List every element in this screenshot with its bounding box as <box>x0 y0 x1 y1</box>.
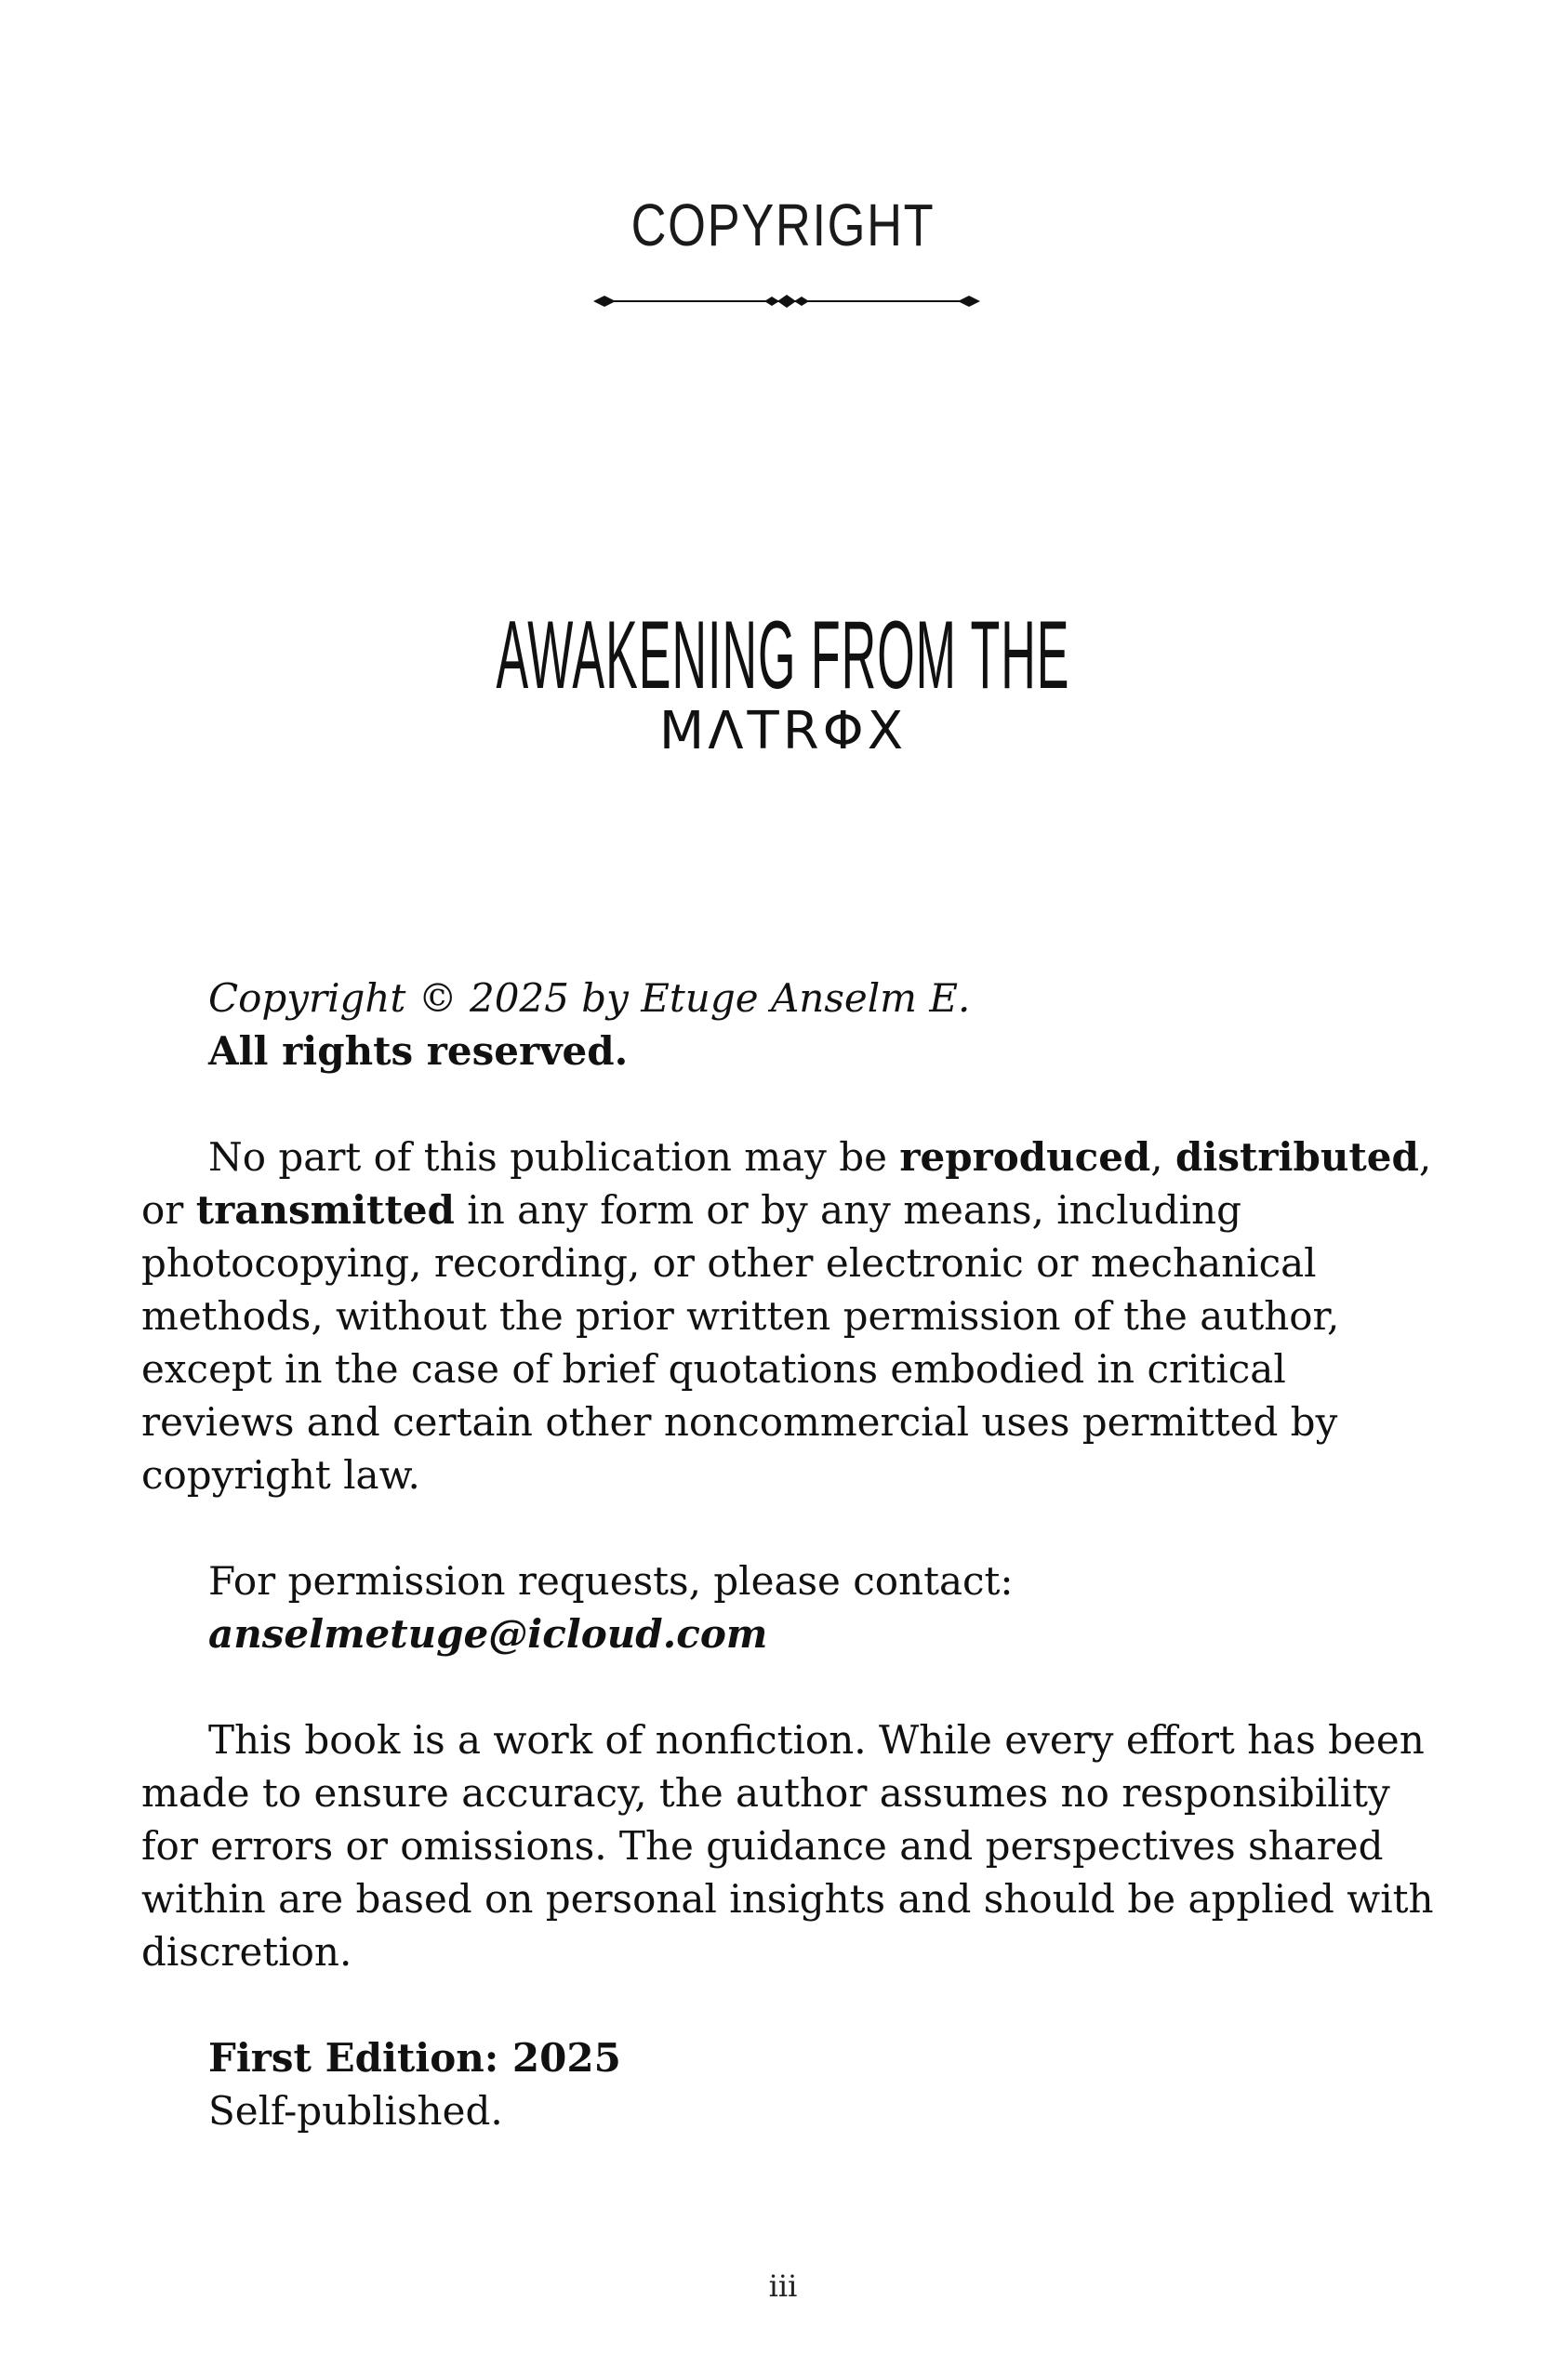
edition-label: First Edition: 2025 <box>208 2035 621 2081</box>
page-number: iii <box>768 2268 798 2304</box>
contact-label: For permission requests, please contact: <box>208 1558 1014 1604</box>
permission-text-start: No part of this publication may be <box>208 1134 900 1180</box>
permission-text-end: in any form or by any means, including photocopying, recording, or other electronic or mechanical methods, without the prior written permission of the author, except in the case of brief quotations embodied in critical reviews and certain other noncommercial uses permitted by copyright law. <box>141 1187 1340 1498</box>
book-title <box>0 604 1566 762</box>
separator-1: , <box>1150 1134 1175 1180</box>
distributed-term: distributed <box>1175 1134 1419 1180</box>
contact-email[interactable]: anselmetuge@icloud.com <box>208 1611 768 1657</box>
copyright-body <box>141 972 1443 2137</box>
separator-2: , or <box>141 1134 1432 1233</box>
permission-paragraph <box>141 1130 1443 1501</box>
reproduced-term: reproduced <box>899 1134 1151 1180</box>
nonfiction-paragraph: This book is a work of nonfiction. While every effort has been made to ensure accuracy, the author assumes no responsibility for errors or omissions. The guidance and perspectives shared within are based on personal insights and should be applied with discretion. <box>141 1717 1434 1975</box>
copyright-line: Copyright © 2025 by Etuge Anselm E. <box>208 975 971 1021</box>
transmitted-term: transmitted <box>195 1187 455 1233</box>
book-title-line-2: MΛTRΦX <box>658 701 908 761</box>
publisher-note: Self-published. <box>208 2088 503 2134</box>
book-title-line-1: AWAKENING FROM THE <box>496 602 1070 709</box>
page-heading: COPYRIGHT <box>630 192 936 258</box>
rights-reserved: All rights reserved. <box>208 1028 629 1074</box>
divider-ornament-icon <box>591 283 982 320</box>
